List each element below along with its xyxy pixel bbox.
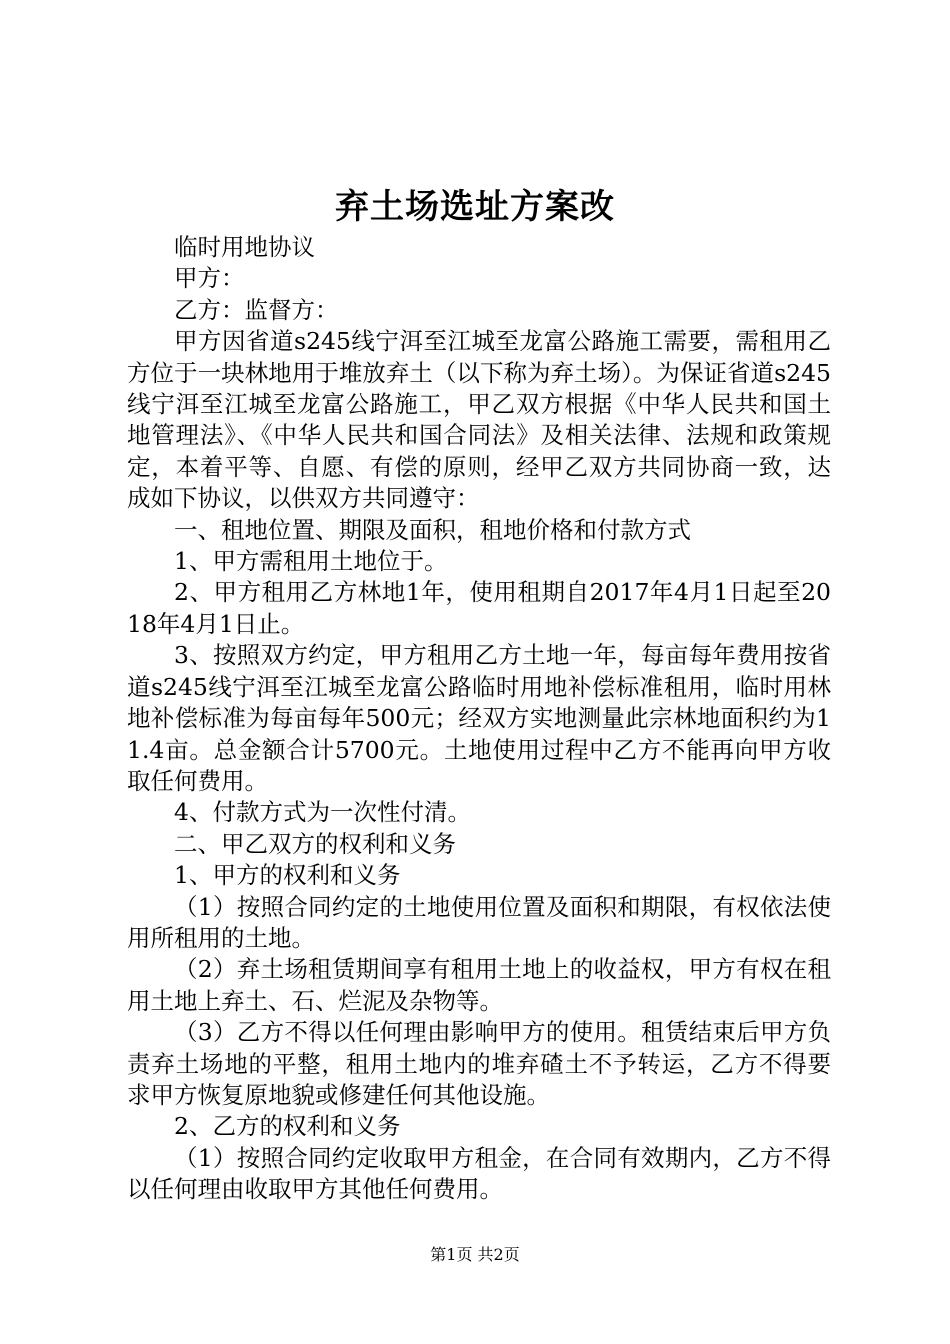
paragraph: 4、付款方式为一次性付清。 — [174, 798, 471, 827]
paragraph: 3、按照双方约定，甲方租用乙方土地一年，每亩每年费用按省道s245线宁洱至江城至龙富公路临时用地补偿标准租用，临时用林地补偿标准为每亩每年500元；经双方实地测量此宗林地面积约为11.4亩。总金额合计5700元。土地使用过程中乙方不能再向甲方收取任何费用。 — [127, 641, 831, 795]
paragraph: 1、甲方的权利和义务 — [174, 861, 401, 890]
paragraph: 乙方：监督方： — [174, 295, 339, 324]
paragraph: （2）弃土场租赁期间享有租用土地上的收益权，甲方有权在租用土地上弃土、石、烂泥及杂物等。 — [127, 955, 831, 1015]
paragraph: 1、甲方需租用土地位于。 — [174, 547, 448, 576]
paragraph: 2、甲方租用乙方林地1年，使用租期自2017年4月1日起至2018年4月1日止。 — [127, 578, 831, 638]
paragraph: 一、租地位置、期限及面积，租地价格和付款方式 — [174, 515, 691, 544]
paragraph: 2、乙方的权利和义务 — [174, 1112, 401, 1141]
paragraph: （1）按照合同约定收取甲方租金，在合同有效期内，乙方不得以任何理由收取甲方其他任何费用。 — [127, 1143, 831, 1204]
page-number: 第1页 共2页 — [430, 1245, 520, 1264]
paragraph: 二、甲乙双方的权利和义务 — [174, 829, 456, 858]
paragraph: 甲方因省道s245线宁洱至江城至龙富公路施工需要，需租用乙方位于一块林地用于堆放弃土（以下称为弃土场）。为保证省道s245线宁洱至江城至龙富公路施工，甲乙双方根据《中华人民共和国土地管理法》、《中华人民共和国合同法》及相关法律、法规和政策规定，本着平等、自愿、有偿的原则，经甲乙双方共同协商一致，达成如下协议，以供双方共同遵守： — [127, 327, 831, 513]
document-title: 弃土场选址方案改 — [335, 187, 615, 227]
paragraph: （1）按照合同约定的土地使用位置及面积和期限，有权依法使用所租用的土地。 — [127, 892, 831, 952]
paragraph: 甲方： — [174, 264, 245, 293]
document-body — [127, 232, 831, 1206]
paragraph: 临时用地协议 — [174, 233, 315, 261]
paragraph: （3）乙方不得以任何理由影响甲方的使用。租赁结束后甲方负责弃土场地的平整，租用土地内的堆弃碴土不予转运，乙方不得要求甲方恢复原地貌或修建任何其他设施。 — [127, 1018, 831, 1109]
